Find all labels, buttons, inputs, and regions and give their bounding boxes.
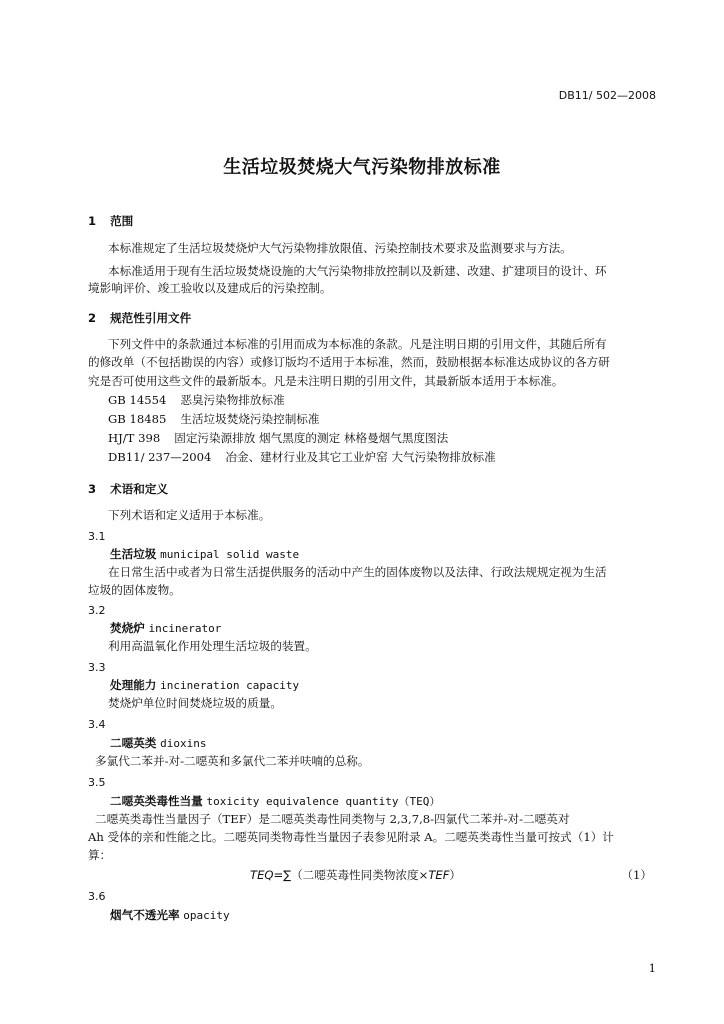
term-zh: 二噁英类 <box>110 736 157 750</box>
term-zh: 烟气不透光率 <box>110 908 180 922</box>
section-number: 1 <box>88 214 97 228</box>
reference-name: 恶臭污染物排放标准 <box>180 393 285 407</box>
standard-code: DB11/ 502—2008 <box>558 89 656 102</box>
sigma-symbol: ∑ <box>283 868 292 882</box>
term-en: toxicity equivalence quantity（TEQ） <box>206 795 441 808</box>
term-en: opacity <box>183 909 230 922</box>
term-zh: 焚烧炉 <box>110 621 145 635</box>
term-en: incinerator <box>148 622 222 635</box>
reference-item <box>108 394 285 406</box>
term-definition: 多氯代二苯并-对-二噁英和多氯代二苯并呋喃的总称。 <box>95 754 370 768</box>
section-title: 范围 <box>110 214 134 228</box>
reference-item <box>108 451 496 463</box>
section-number: 2 <box>88 311 97 325</box>
section-number: 3 <box>88 482 97 496</box>
term-number: 3.2 <box>88 604 106 617</box>
term-en: dioxins <box>160 737 207 750</box>
reference-name: 冶金、建材行业及其它工业炉窑 大气污染物排放标准 <box>225 450 496 464</box>
formula-number: （1） <box>621 868 652 882</box>
section-1-heading <box>88 213 133 229</box>
document-title: 生活垃圾焚烧大气污染物排放标准 <box>223 157 501 178</box>
paragraph: 本标准适用于现有生活垃圾焚烧设施的大气污染物排放控制以及新建、改建、扩建项目的设计、环 <box>108 264 607 278</box>
section-2-heading <box>88 310 191 326</box>
paragraph: 下列术语和定义适用于本标准。 <box>108 508 271 522</box>
reference-code: HJ/T 398 <box>108 431 161 445</box>
term-definition: Ah 受体的亲和性能之比。二噁英同类物毒性当量因子表参见附录 A。二噁英类毒性当量可按式（1）计 <box>88 830 614 844</box>
paragraph: 境影响评价、竣工验收以及建成后的污染控制。 <box>88 281 332 295</box>
term-definition: 垃圾的固体废物。 <box>88 583 181 597</box>
formula-body: （二噁英毒性同类物浓度× <box>291 868 429 882</box>
term-definition: 二噁英类毒性当量因子（TEF）是二噁英类毒性同类物与 2,3,7,8-四氯代二苯并-对-二噁英对 <box>95 812 570 826</box>
term-heading <box>110 548 299 561</box>
paragraph: 本标准规定了生活垃圾焚烧炉大气污染物排放限值、污染控制技术要求及监测要求与方法。 <box>108 241 572 255</box>
paragraph: 的修改单（不包括勘误的内容）或修订版均不适用于本标准，然而，鼓励根据本标准达成协议的各方研 <box>88 355 610 369</box>
section-3-heading <box>88 481 168 497</box>
term-heading <box>110 795 440 808</box>
term-heading <box>110 622 221 635</box>
reference-code: DB11/ 237—2004 <box>108 450 212 464</box>
term-definition: 焚烧炉单位时间焚烧垃圾的质量。 <box>108 696 282 710</box>
reference-item <box>108 413 320 425</box>
reference-name: 固定污染源排放 烟气黑度的测定 林格曼烟气黑度图法 <box>174 431 449 445</box>
term-number: 3.5 <box>88 776 106 789</box>
term-heading <box>110 909 230 922</box>
reference-code: GB 14554 <box>108 393 167 407</box>
term-number: 3.6 <box>88 890 106 903</box>
section-title: 术语和定义 <box>110 482 169 496</box>
term-en: incineration capacity <box>160 679 300 692</box>
term-definition: 算： <box>88 848 112 862</box>
term-number: 3.3 <box>88 661 106 674</box>
term-zh: 生活垃圾 <box>110 547 157 561</box>
term-definition: 利用高温氧化作用处理生活垃圾的装置。 <box>108 639 317 653</box>
paragraph: 究是否可使用这些文件的最新版本。凡是未注明日期的引用文件，其最新版本适用于本标准。 <box>88 374 564 388</box>
page-number: 1 <box>648 961 656 975</box>
term-zh: 处理能力 <box>110 678 157 692</box>
formula <box>250 869 461 881</box>
reference-code: GB 18485 <box>108 412 167 426</box>
term-number: 3.4 <box>88 718 106 731</box>
paragraph: 下列文件中的条款通过本标准的引用而成为本标准的条款。凡是注明日期的引用文件，其随后所有 <box>108 337 607 351</box>
formula-tef: TEF <box>428 868 450 882</box>
term-number: 3.1 <box>88 530 106 543</box>
term-zh: 二噁英类毒性当量 <box>110 794 203 808</box>
formula-close: ） <box>449 868 461 882</box>
term-en: municipal solid waste <box>160 548 300 561</box>
term-definition: 在日常生活中或者为日常生活提供服务的活动中产生的固体废物以及法律、行政法规规定视为生活 <box>108 565 607 579</box>
term-heading <box>110 679 299 692</box>
term-heading <box>110 737 206 750</box>
section-title: 规范性引用文件 <box>110 311 192 325</box>
reference-item <box>108 432 448 444</box>
formula-lhs: TEQ= <box>250 868 284 882</box>
reference-name: 生活垃圾焚烧污染控制标准 <box>180 412 320 426</box>
